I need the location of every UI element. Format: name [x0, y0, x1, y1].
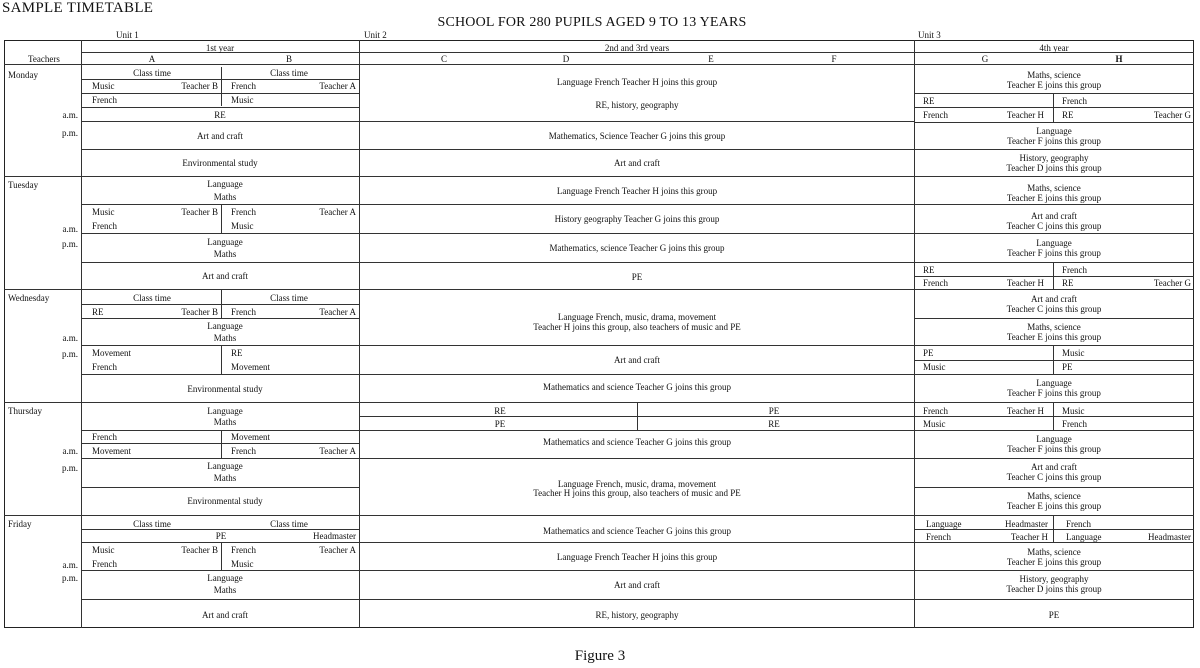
group-f-header: F: [831, 54, 837, 64]
lesson-cell: Art and craft: [614, 158, 660, 168]
divider: [81, 542, 359, 543]
lesson-cell: Art and craft: [614, 580, 660, 590]
teacher-label: Teacher G: [1153, 110, 1191, 120]
lesson-cell: Mathematics and science Teacher G joins this group: [543, 526, 731, 536]
class-time-label: Class time: [270, 519, 308, 529]
class-time-label: Class time: [270, 293, 308, 303]
divider: [1053, 262, 1054, 289]
am-label: a.m.: [62, 224, 78, 234]
lesson-cell: Maths, science: [1027, 70, 1081, 80]
pm-label: p.m.: [61, 463, 78, 473]
lesson-note: Teacher D joins this group: [1006, 584, 1102, 594]
lesson-cell: French: [1062, 96, 1087, 106]
lesson-cell: French: [923, 110, 948, 120]
divider: [359, 262, 914, 263]
lesson-cell: PE: [923, 348, 934, 358]
lesson-note: Teacher E joins this group: [1006, 557, 1102, 567]
divider: [81, 304, 359, 305]
divider: [81, 318, 359, 319]
divider: [81, 443, 359, 444]
teacher-label: Teacher H: [1006, 278, 1044, 288]
lesson-cell: Language: [926, 519, 962, 529]
divider: [914, 107, 1194, 108]
group-d-header: D: [562, 54, 570, 64]
lesson-cell: Mathematics, science Teacher G joins this group: [549, 243, 725, 253]
lesson-cell: RE: [231, 348, 243, 358]
divider: [359, 599, 914, 600]
lesson-cell: Music: [1062, 348, 1085, 358]
lesson-cell: Maths: [213, 417, 237, 427]
lesson-note: Teacher D joins this group: [1006, 163, 1102, 173]
lesson-cell: Maths: [213, 192, 237, 202]
lesson-cell: Language: [207, 573, 243, 583]
lesson-cell: RE: [923, 265, 935, 275]
divider: [359, 149, 914, 150]
lesson-cell: PE: [768, 406, 780, 416]
year-4-header: 4th year: [1039, 43, 1069, 53]
teacher-label: Teacher B: [181, 307, 218, 317]
teacher-label: Headmaster: [1005, 519, 1048, 529]
pm-label: p.m.: [61, 349, 78, 359]
lesson-cell: Language French, music, drama, movement: [557, 479, 717, 489]
divider: [914, 262, 1194, 263]
teacher-label: Teacher H: [1010, 532, 1048, 542]
lesson-note: Teacher F joins this group: [1007, 388, 1101, 398]
divider: [81, 93, 359, 94]
divider: [914, 487, 1194, 488]
lesson-note: Teacher H joins this group, also teachers of music and PE: [533, 488, 741, 498]
divider: [359, 458, 914, 459]
lesson-cell: Language: [207, 237, 243, 247]
lesson-cell: RE: [923, 96, 935, 106]
lesson-cell: French: [92, 221, 117, 231]
lesson-cell: PE: [631, 272, 643, 282]
divider: [1053, 93, 1054, 122]
divider: [914, 374, 1194, 375]
teachers-column-header: Teachers: [28, 54, 60, 64]
lesson-cell: Language: [1066, 532, 1102, 542]
timetable-grid: [4, 40, 1194, 628]
divider: [1053, 345, 1054, 374]
teacher-label: Teacher G: [1153, 278, 1191, 288]
divider: [81, 262, 359, 263]
divider: [221, 290, 222, 318]
lesson-cell: Movement: [231, 432, 270, 442]
divider: [81, 458, 359, 459]
group-b-header: B: [285, 54, 293, 64]
lesson-cell: Music: [92, 545, 115, 555]
lesson-cell: Music: [231, 221, 254, 231]
lesson-cell: Music: [1062, 406, 1085, 416]
lesson-cell: French: [231, 81, 256, 91]
lesson-note: Teacher F joins this group: [1007, 248, 1101, 258]
divider: [914, 416, 1194, 417]
lesson-note: Teacher H joins this group, also teachers of music and PE: [533, 322, 741, 332]
day-divider: [4, 176, 1194, 177]
lesson-cell: PE: [1048, 610, 1060, 620]
lesson-cell: Music: [231, 559, 254, 569]
am-label: a.m.: [62, 446, 78, 456]
teacher-label: Teacher B: [181, 81, 218, 91]
year-2-3-header: 2nd and 3rd years: [604, 43, 670, 53]
lesson-note: Teacher E joins this group: [1006, 80, 1102, 90]
lesson-cell: Language: [1036, 378, 1072, 388]
lesson-cell: Maths, science: [1027, 322, 1081, 332]
divider: [81, 487, 359, 488]
teacher-label: Teacher B: [181, 545, 218, 555]
lesson-cell: History geography Teacher G joins this group: [554, 214, 720, 224]
divider: [81, 107, 359, 108]
lesson-cell: French: [92, 362, 117, 372]
divider: [221, 345, 222, 374]
class-time-label: Class time: [133, 68, 171, 78]
lesson-cell: French: [923, 278, 948, 288]
day-tuesday: Tuesday: [8, 180, 39, 190]
divider: [221, 204, 222, 233]
group-a-header: A: [148, 54, 156, 64]
divider: [4, 64, 1194, 65]
lesson-cell: Music: [92, 207, 115, 217]
lesson-cell: Maths: [213, 249, 237, 259]
teacher-label: Teacher H: [1006, 110, 1044, 120]
divider: [81, 79, 359, 80]
divider: [359, 542, 914, 543]
lesson-cell: Art and craft: [202, 610, 248, 620]
day-thursday: Thursday: [8, 406, 42, 416]
divider: [359, 204, 914, 205]
lesson-cell: Music: [231, 95, 254, 105]
lesson-cell: Art and craft: [1031, 211, 1077, 221]
day-divider: [4, 402, 1194, 403]
lesson-note: Teacher C joins this group: [1006, 221, 1102, 231]
am-label: a.m.: [62, 333, 78, 343]
pm-label: p.m.: [61, 239, 78, 249]
lesson-cell: French: [92, 95, 117, 105]
lesson-cell: Music: [923, 419, 946, 429]
lesson-cell: Language: [207, 179, 243, 189]
lesson-cell: French: [926, 532, 951, 542]
lesson-cell: History, geography: [1019, 574, 1089, 584]
group-c-header: C: [440, 54, 448, 64]
divider: [81, 599, 359, 600]
lesson-cell: Maths: [213, 585, 237, 595]
day-divider: [4, 289, 1194, 290]
lesson-cell: RE, history, geography: [595, 610, 679, 620]
lesson-cell: French: [231, 207, 256, 217]
lesson-cell: Art and craft: [202, 271, 248, 281]
divider: [81, 204, 359, 205]
lesson-cell: RE: [1062, 278, 1074, 288]
lesson-cell: Maths: [213, 333, 237, 343]
lesson-cell: PE: [494, 419, 506, 429]
lesson-cell: French: [92, 432, 117, 442]
divider: [81, 40, 82, 628]
divider: [914, 570, 1194, 571]
lesson-cell: PE: [215, 531, 227, 541]
lesson-cell: Language: [207, 406, 243, 416]
teacher-label: Teacher A: [319, 545, 356, 555]
divider: [914, 360, 1194, 361]
unit-2-label: Unit 2: [364, 30, 387, 40]
lesson-cell: Environmental study: [187, 384, 263, 394]
lesson-cell: Music: [923, 362, 946, 372]
lesson-cell: Art and craft: [614, 355, 660, 365]
lesson-cell: Language French, music, drama, movement: [557, 312, 717, 322]
group-g-header: G: [981, 54, 989, 64]
teacher-label: Teacher H: [1006, 406, 1044, 416]
divider: [914, 430, 1194, 431]
lesson-cell: RE, history, geography: [595, 100, 679, 110]
divider: [914, 40, 915, 628]
divider: [1053, 515, 1054, 542]
lesson-cell: Language: [1036, 126, 1072, 136]
sample-timetable-heading: SAMPLE TIMETABLE: [2, 0, 154, 16]
divider: [81, 570, 359, 571]
divider: [914, 233, 1194, 234]
divider: [914, 204, 1194, 205]
lesson-note: Teacher E joins this group: [1006, 332, 1102, 342]
lesson-cell: RE: [214, 110, 226, 120]
divider: [81, 233, 359, 234]
divider: [81, 149, 359, 150]
unit-3-label: Unit 3: [918, 30, 941, 40]
lesson-cell: Mathematics and science Teacher G joins this group: [543, 437, 731, 447]
lesson-note: Teacher F joins this group: [1007, 136, 1101, 146]
am-label: a.m.: [62, 110, 78, 120]
lesson-cell: Language: [1036, 238, 1072, 248]
page-title: SCHOOL FOR 280 PUPILS AGED 9 TO 13 YEARS: [437, 15, 747, 30]
lesson-cell: Mathematics, Science Teacher G joins this group: [548, 131, 726, 141]
lesson-cell: Language: [1036, 434, 1072, 444]
divider: [359, 121, 914, 122]
lesson-cell: Environmental study: [187, 496, 263, 506]
day-wednesday: Wednesday: [8, 293, 50, 303]
lesson-cell: French: [1062, 265, 1087, 275]
class-time-label: Class time: [270, 68, 308, 78]
divider: [359, 430, 914, 431]
lesson-cell: RE: [92, 307, 104, 317]
lesson-cell: Language: [207, 321, 243, 331]
lesson-cell: French: [231, 307, 256, 317]
teacher-label: Headmaster: [1148, 532, 1191, 542]
lesson-cell: Language French Teacher H joins this group: [556, 552, 718, 562]
divider: [914, 542, 1194, 543]
divider: [914, 149, 1194, 150]
divider: [914, 93, 1194, 94]
am-label: a.m.: [62, 560, 78, 570]
divider: [914, 458, 1194, 459]
lesson-cell: French: [92, 559, 117, 569]
divider: [637, 402, 638, 430]
divider: [359, 233, 914, 234]
divider: [914, 122, 1194, 123]
lesson-cell: PE: [1062, 362, 1073, 372]
divider: [359, 40, 360, 628]
teacher-label: Teacher A: [319, 446, 356, 456]
day-monday: Monday: [8, 70, 38, 80]
lesson-cell: Language French Teacher H joins this group: [556, 77, 718, 87]
lesson-cell: French: [1066, 519, 1091, 529]
divider: [81, 430, 359, 431]
teacher-label: Teacher A: [319, 307, 356, 317]
lesson-cell: Maths, science: [1027, 183, 1081, 193]
divider: [914, 345, 1194, 346]
divider: [914, 276, 1194, 277]
teacher-label: Headmaster: [313, 531, 356, 541]
divider: [221, 542, 222, 570]
figure-caption: Figure 3: [574, 648, 626, 664]
teacher-label: Teacher A: [319, 81, 356, 91]
lesson-cell: Movement: [231, 362, 270, 372]
group-h-header: H: [1115, 54, 1123, 64]
lesson-cell: Art and craft: [1031, 462, 1077, 472]
lesson-cell: Language: [207, 461, 243, 471]
day-friday: Friday: [8, 519, 32, 529]
lesson-note: Teacher C joins this group: [1006, 472, 1102, 482]
class-time-label: Class time: [133, 519, 171, 529]
divider: [914, 318, 1194, 319]
divider: [359, 374, 914, 375]
divider: [914, 529, 1194, 530]
lesson-cell: RE: [1062, 110, 1074, 120]
teacher-label: Teacher A: [319, 207, 356, 217]
lesson-cell: Music: [92, 81, 115, 91]
lesson-cell: Movement: [92, 348, 131, 358]
divider: [359, 345, 914, 346]
lesson-note: Teacher E joins this group: [1006, 501, 1102, 511]
divider: [81, 374, 359, 375]
lesson-cell: RE: [494, 406, 506, 416]
lesson-cell: Maths: [213, 473, 237, 483]
lesson-note: Teacher F joins this group: [1007, 444, 1101, 454]
divider: [359, 570, 914, 571]
lesson-cell: Art and craft: [1031, 294, 1077, 304]
divider: [81, 529, 359, 530]
pm-label: p.m.: [61, 573, 78, 583]
lesson-cell: Movement: [92, 446, 131, 456]
lesson-note: Teacher E joins this group: [1006, 193, 1102, 203]
lesson-cell: Environmental study: [182, 158, 258, 168]
lesson-cell: French: [1062, 419, 1087, 429]
divider: [914, 599, 1194, 600]
lesson-note: Teacher C joins this group: [1006, 304, 1102, 314]
lesson-cell: Language French Teacher H joins this group: [556, 186, 718, 196]
teacher-label: Teacher B: [181, 207, 218, 217]
lesson-cell: History, geography: [1019, 153, 1089, 163]
class-time-label: Class time: [133, 293, 171, 303]
pm-label: p.m.: [61, 128, 78, 138]
unit-1-label: Unit 1: [116, 30, 139, 40]
lesson-cell: Maths, science: [1027, 491, 1081, 501]
divider: [81, 345, 359, 346]
divider: [81, 121, 359, 122]
day-divider: [4, 515, 1194, 516]
lesson-cell: Maths, science: [1027, 547, 1081, 557]
divider: [221, 67, 222, 106]
lesson-cell: French: [231, 446, 256, 456]
lesson-cell: Art and craft: [197, 131, 243, 141]
divider: [1053, 402, 1054, 430]
year-1-header: 1st year: [205, 43, 235, 53]
lesson-cell: RE: [768, 419, 780, 429]
divider: [221, 430, 222, 458]
lesson-cell: French: [231, 545, 256, 555]
lesson-cell: French: [923, 406, 948, 416]
group-e-header: E: [708, 54, 714, 64]
lesson-cell: Mathematics and science Teacher G joins this group: [543, 382, 731, 392]
